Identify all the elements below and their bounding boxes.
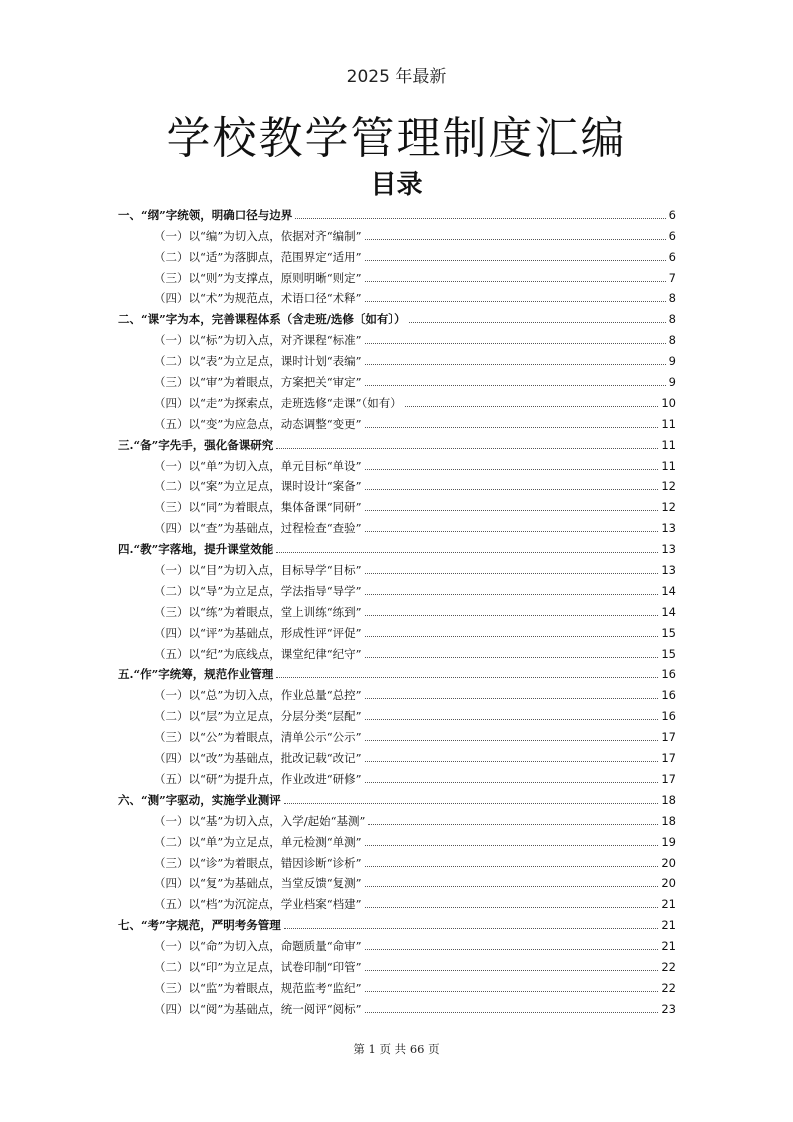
toc-section-entry[interactable] — [118, 911, 676, 932]
toc-subsection-entry[interactable] — [118, 264, 676, 285]
toc-subsection-entry[interactable] — [118, 222, 676, 243]
toc-page-number: 15 — [661, 625, 676, 640]
toc-page-number: 9 — [668, 354, 676, 369]
toc-section-entry[interactable] — [118, 535, 676, 556]
toc-subsection-entry[interactable] — [118, 473, 676, 494]
toc-entry-title: （一）以“总”为切入点，作业总量“总控” — [154, 688, 362, 703]
toc-section-entry[interactable] — [118, 431, 676, 452]
toc-entry-title: （三）以“审”为着眼点，方案把关“审定” — [154, 375, 362, 390]
toc-leader-dots — [365, 594, 659, 595]
toc-entry-title: 四.“教”字落地，提升课堂效能 — [118, 542, 274, 557]
toc-page-number: 13 — [661, 563, 676, 578]
toc-entry-title: 六、“测”字驱动，实施学业测评 — [118, 792, 281, 807]
toc-entry-title: （四）以“阅”为基础点，统一阅评“阅标” — [154, 1001, 362, 1016]
table-of-contents — [118, 201, 676, 1016]
toc-leader-dots — [365, 991, 659, 992]
toc-entry-title: （四）以“评”为基础点，形成性评“评促” — [154, 625, 362, 640]
toc-entry-title: 一、“纲”字统领，明确口径与边界 — [118, 207, 293, 222]
toc-leader-dots — [365, 866, 659, 867]
toc-leader-dots — [365, 949, 659, 950]
toc-leader-dots — [365, 239, 666, 240]
toc-leader-dots — [365, 886, 659, 887]
toc-page-number: 6 — [668, 207, 676, 222]
document-title: 学校教学管理制度汇编 — [166, 113, 627, 164]
toc-leader-dots — [365, 343, 666, 344]
toc-entry-title: 二、“课”字为本，完善课程体系（含走班/选修〔如有〕） — [118, 312, 406, 327]
toc-entry-title: （一）以“单”为切入点，单元目标“单设” — [154, 458, 362, 473]
toc-page-number: 18 — [661, 792, 676, 807]
toc-entry-title: （四）以“术”为规范点，术语口径“术释” — [154, 291, 362, 306]
toc-entry-title: （二）以“印”为立足点，试卷印制“印管” — [154, 959, 362, 974]
toc-leader-dots — [295, 218, 665, 219]
toc-leader-dots — [365, 281, 666, 282]
toc-entry-title: （四）以“查”为基础点，过程检查“查验” — [154, 521, 362, 536]
toc-page-number: 16 — [661, 667, 676, 682]
toc-heading: 目录 — [370, 170, 423, 200]
toc-entry-title: （二）以“表”为立足点，课时计划“表编” — [154, 354, 362, 369]
toc-leader-dots — [284, 803, 659, 804]
toc-page-number: 17 — [661, 771, 676, 786]
toc-leader-dots — [365, 469, 659, 470]
toc-entry-title: （一）以“标”为切入点，对齐课程“标准” — [154, 333, 362, 348]
toc-page-number: 6 — [668, 228, 676, 243]
toc-subsection-entry[interactable] — [118, 514, 676, 535]
toc-page-number: 10 — [661, 395, 676, 410]
toc-subsection-entry[interactable] — [118, 556, 676, 577]
toc-entry-title: （三）以“监”为着眼点，规范监考“监纪” — [154, 980, 362, 995]
toc-leader-dots — [284, 928, 659, 929]
toc-section-entry[interactable] — [118, 305, 676, 326]
toc-leader-dots — [365, 510, 659, 511]
toc-subsection-entry[interactable] — [118, 326, 676, 347]
toc-entry-title: （三）以“则”为支撑点，原则明晰“则定” — [154, 270, 362, 285]
toc-section-entry[interactable] — [118, 661, 676, 682]
toc-page-number: 8 — [668, 333, 676, 348]
toc-page-number: 11 — [661, 437, 676, 452]
toc-leader-dots — [365, 364, 666, 365]
toc-subsection-entry[interactable] — [118, 723, 676, 744]
toc-page-number: 8 — [668, 312, 676, 327]
year-label: 2025 年最新 — [346, 67, 447, 87]
toc-subsection-entry[interactable] — [118, 932, 676, 953]
toc-subsection-entry[interactable] — [118, 953, 676, 974]
toc-leader-dots — [365, 907, 659, 908]
toc-entry-title: （五）以“档”为沉淀点，学业档案“档建” — [154, 897, 362, 912]
toc-page-number: 13 — [661, 542, 676, 557]
toc-entry-title: （一）以“命”为切入点，命题质量“命审” — [154, 939, 362, 954]
toc-entry-title: 七、“考”字规范，严明考务管理 — [118, 918, 281, 933]
toc-page-number: 20 — [661, 855, 676, 870]
toc-page-number: 12 — [661, 479, 676, 494]
toc-page-number: 18 — [661, 813, 676, 828]
toc-leader-dots — [365, 657, 659, 658]
toc-entry-title: 三.“备”字先手，强化备课研究 — [118, 437, 274, 452]
toc-subsection-entry[interactable] — [118, 744, 676, 765]
toc-subsection-entry[interactable] — [118, 681, 676, 702]
toc-entry-title: （四）以“复”为基础点，当堂反馈“复测” — [154, 876, 362, 891]
toc-leader-dots — [276, 448, 658, 449]
toc-leader-dots — [365, 573, 659, 574]
toc-leader-dots — [368, 824, 658, 825]
toc-leader-dots — [365, 260, 666, 261]
toc-entry-title: （三）以“诊”为着眼点，错因诊断“诊析” — [154, 855, 362, 870]
toc-leader-dots — [365, 740, 659, 741]
toc-page-number: 22 — [661, 980, 676, 995]
toc-entry-title: （二）以“导”为立足点，学法指导“导学” — [154, 583, 362, 598]
toc-leader-dots — [276, 677, 658, 678]
toc-subsection-entry[interactable] — [118, 765, 676, 786]
toc-leader-dots — [365, 1012, 659, 1013]
toc-page-number: 22 — [661, 959, 676, 974]
toc-subsection-entry[interactable] — [118, 995, 676, 1016]
toc-subsection-entry[interactable] — [118, 285, 676, 306]
toc-leader-dots — [365, 385, 666, 386]
toc-page-number: 23 — [661, 1001, 676, 1016]
toc-entry-title: （三）以“练”为着眼点，堂上训练“练到” — [154, 604, 362, 619]
page-footer: 第 1 页 共 66 页 — [353, 1042, 440, 1056]
toc-subsection-entry[interactable] — [118, 974, 676, 995]
toc-entry-title: （三）以“同”为着眼点，集体备课“同研” — [154, 500, 362, 515]
toc-subsection-entry[interactable] — [118, 389, 676, 410]
toc-leader-dots — [409, 322, 666, 323]
toc-leader-dots — [365, 427, 659, 428]
toc-page-number: 14 — [661, 604, 676, 619]
toc-entry-title: 五.“作”字统筹，规范作业管理 — [118, 667, 274, 682]
toc-subsection-entry[interactable] — [118, 702, 676, 723]
toc-page-number: 19 — [661, 834, 676, 849]
toc-leader-dots — [365, 970, 659, 971]
toc-leader-dots — [365, 301, 666, 302]
toc-subsection-entry[interactable] — [118, 347, 676, 368]
toc-section-entry[interactable] — [118, 201, 676, 222]
toc-subsection-entry[interactable] — [118, 890, 676, 911]
toc-leader-dots — [365, 615, 659, 616]
toc-entry-title: （五）以“变”为应急点，动态调整“变更” — [154, 416, 362, 431]
toc-page-number: 11 — [661, 416, 676, 431]
toc-leader-dots — [365, 719, 659, 720]
toc-entry-title: （二）以“单”为立足点，单元检测“单测” — [154, 834, 362, 849]
toc-page-number: 12 — [661, 500, 676, 515]
toc-page-number: 21 — [661, 897, 676, 912]
toc-page-number: 17 — [661, 751, 676, 766]
toc-subsection-entry[interactable] — [118, 243, 676, 264]
toc-subsection-entry[interactable] — [118, 640, 676, 661]
toc-page-number: 16 — [661, 709, 676, 724]
toc-subsection-entry[interactable] — [118, 619, 676, 640]
toc-page-number: 17 — [661, 730, 676, 745]
toc-page-number: 7 — [668, 270, 676, 285]
toc-subsection-entry[interactable] — [118, 452, 676, 473]
toc-page-number: 11 — [661, 458, 676, 473]
toc-entry-title: （一）以“编”为切入点，依据对齐“编制” — [154, 228, 362, 243]
toc-page-number: 14 — [661, 583, 676, 598]
toc-subsection-entry[interactable] — [118, 368, 676, 389]
toc-subsection-entry[interactable] — [118, 849, 676, 870]
toc-entry-title: （一）以“基”为切入点，入学/起始“基测” — [154, 813, 366, 828]
toc-subsection-entry[interactable] — [118, 598, 676, 619]
toc-subsection-entry[interactable] — [118, 493, 676, 514]
toc-subsection-entry[interactable] — [118, 870, 676, 891]
toc-page-number: 21 — [661, 939, 676, 954]
toc-subsection-entry[interactable] — [118, 410, 676, 431]
toc-page-number: 20 — [661, 876, 676, 891]
toc-entry-title: （一）以“目”为切入点，目标导学“目标” — [154, 563, 362, 578]
toc-leader-dots — [365, 761, 659, 762]
toc-page-number: 9 — [668, 375, 676, 390]
toc-section-entry[interactable] — [118, 786, 676, 807]
toc-page-number: 21 — [661, 918, 676, 933]
toc-subsection-entry[interactable] — [118, 577, 676, 598]
toc-page-number: 6 — [668, 249, 676, 264]
toc-subsection-entry[interactable] — [118, 807, 676, 828]
toc-leader-dots — [365, 489, 659, 490]
toc-entry-title: （三）以“公”为着眼点，清单公示“公示” — [154, 730, 362, 745]
toc-entry-title: （五）以“纪”为底线点，课堂纪律“纪守” — [154, 646, 362, 661]
toc-page-number: 16 — [661, 688, 676, 703]
toc-leader-dots — [365, 531, 659, 532]
toc-entry-title: （二）以“适”为落脚点，范围界定“适用” — [154, 249, 362, 264]
toc-subsection-entry[interactable] — [118, 828, 676, 849]
toc-leader-dots — [365, 698, 659, 699]
toc-entry-title: （二）以“案”为立足点，课时设计“案备” — [154, 479, 362, 494]
toc-page-number: 13 — [661, 521, 676, 536]
toc-entry-title: （二）以“层”为立足点，分层分类“层配” — [154, 709, 362, 724]
toc-leader-dots — [276, 552, 658, 553]
toc-leader-dots — [365, 782, 659, 783]
toc-page-number: 15 — [661, 646, 676, 661]
toc-leader-dots — [365, 845, 659, 846]
toc-page-number: 8 — [668, 291, 676, 306]
toc-entry-title: （四）以“走”为探索点，走班选修“走课”（如有） — [154, 395, 402, 410]
toc-entry-title: （五）以“研”为提升点，作业改进“研修” — [154, 771, 362, 786]
toc-leader-dots — [365, 636, 659, 637]
toc-leader-dots — [405, 406, 659, 407]
toc-entry-title: （四）以“改”为基础点，批改记载“改记” — [154, 751, 362, 766]
